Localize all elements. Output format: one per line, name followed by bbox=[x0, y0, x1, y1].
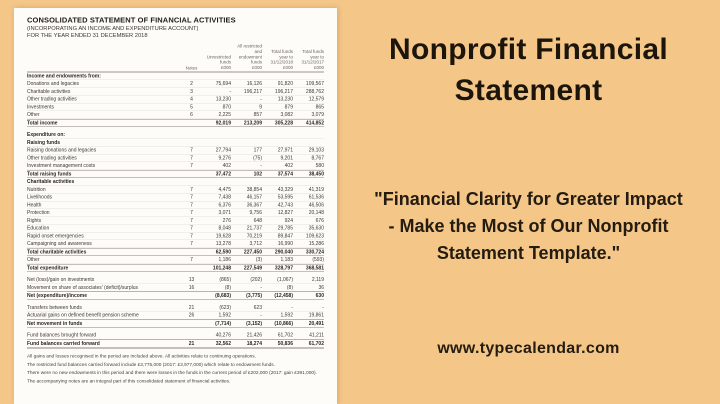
row-value: 61,702 bbox=[308, 340, 324, 347]
row-note: 7 bbox=[190, 155, 193, 161]
statement-table bbox=[27, 44, 324, 349]
column-header-line: Total funds bbox=[302, 48, 324, 54]
row-label: Movement on share of associates' (deficit)/surplus bbox=[27, 284, 139, 291]
row-value: 27,971 bbox=[277, 147, 293, 154]
row-value: - bbox=[260, 163, 262, 169]
table-row bbox=[27, 201, 324, 209]
row-label: Protection bbox=[27, 210, 50, 216]
column-header-1 bbox=[200, 54, 231, 70]
row-label: Net movement in funds bbox=[27, 320, 83, 327]
row-note: 7 bbox=[190, 163, 193, 169]
row-note: 6 bbox=[190, 112, 193, 118]
row-label: Total charitable activities bbox=[27, 249, 87, 255]
row-value: 37,574 bbox=[277, 171, 293, 177]
row-value: 865 bbox=[315, 104, 324, 110]
table-row bbox=[27, 339, 324, 348]
row-value: 46,157 bbox=[246, 194, 262, 201]
row-value: 196,217 bbox=[243, 88, 262, 95]
table-row bbox=[27, 147, 324, 155]
table-row bbox=[27, 232, 324, 240]
column-header-line: year to bbox=[279, 54, 293, 60]
column-header-3 bbox=[262, 49, 293, 71]
page-title: Nonprofit Financial Statement bbox=[388, 33, 669, 107]
row-note: 7 bbox=[190, 217, 193, 224]
row-value: 13,278 bbox=[215, 241, 231, 247]
row-value: - bbox=[322, 304, 324, 311]
table-row bbox=[27, 332, 324, 340]
row-note: 2 bbox=[190, 81, 193, 87]
row-value: 3,079 bbox=[311, 112, 324, 118]
row-value: 102 bbox=[253, 171, 262, 177]
row-label: Net (loss)/gain on investments bbox=[27, 277, 95, 283]
column-header-line: All restricted bbox=[237, 43, 262, 49]
row-value: 4,475 bbox=[218, 186, 231, 193]
row-value: 3,082 bbox=[280, 112, 293, 118]
row-note: 13 bbox=[188, 277, 195, 283]
row-value: 7,438 bbox=[218, 194, 231, 201]
row-value: 13,230 bbox=[277, 96, 293, 103]
row-value: 1,592 bbox=[280, 312, 293, 319]
row-value: - bbox=[260, 284, 262, 291]
document-subtitle-1: (INCORPORATING AN INCOME AND EXPENDITURE ACCOUNT) bbox=[27, 25, 199, 32]
row-value: 37,472 bbox=[215, 171, 231, 177]
table-row bbox=[27, 256, 324, 264]
column-header-line: £000 bbox=[282, 65, 293, 71]
row-value: (202) bbox=[250, 277, 262, 283]
row-value: (75) bbox=[253, 155, 262, 161]
row-value: 227,450 bbox=[243, 249, 262, 255]
row-label: Actuarial gains on defined benefit pension scheme bbox=[27, 312, 139, 319]
row-value: 177 bbox=[253, 147, 262, 154]
table-row bbox=[27, 178, 324, 186]
row-value: 870 bbox=[222, 104, 231, 110]
row-value: (865) bbox=[219, 277, 231, 283]
row-label: Income and endowments from: bbox=[27, 73, 101, 79]
row-label: Other bbox=[27, 257, 40, 263]
row-value: 9,756 bbox=[249, 210, 262, 216]
row-value: 36,367 bbox=[246, 202, 262, 208]
row-value: 414,852 bbox=[305, 120, 324, 126]
row-label: Expenditure on: bbox=[27, 132, 66, 138]
row-value: 89,847 bbox=[277, 233, 293, 239]
table-row bbox=[27, 264, 324, 272]
row-value: 35,630 bbox=[308, 225, 324, 232]
column-header-line: funds bbox=[219, 59, 231, 65]
row-value: 15,286 bbox=[308, 241, 324, 247]
row-value: 43,329 bbox=[277, 186, 293, 193]
row-note: 7 bbox=[190, 241, 193, 247]
table-row bbox=[27, 88, 324, 96]
row-value: 402 bbox=[284, 163, 293, 169]
row-value: 41,319 bbox=[308, 186, 324, 193]
row-value: 38,450 bbox=[308, 171, 324, 177]
row-value: (593) bbox=[312, 257, 324, 263]
row-label: Livelihoods bbox=[27, 194, 53, 201]
row-value: 16,990 bbox=[277, 241, 293, 247]
row-value: 648 bbox=[253, 217, 262, 224]
row-value: 676 bbox=[315, 217, 324, 224]
row-value: 1,183 bbox=[280, 257, 293, 263]
column-header-line: year to bbox=[310, 54, 324, 60]
row-note: 7 bbox=[190, 225, 193, 232]
footnote: The accompanying notes are an integral part of this consolidated statement of financial activities. bbox=[27, 378, 231, 384]
column-header-line: and endowment bbox=[238, 48, 262, 60]
column-header-4 bbox=[293, 49, 324, 71]
row-value: (3,152) bbox=[246, 320, 262, 327]
row-value: 109,623 bbox=[305, 233, 324, 239]
row-value: 368,581 bbox=[305, 265, 324, 271]
document-title: CONSOLIDATED STATEMENT OF FINANCIAL ACTIVITIES bbox=[27, 16, 236, 25]
row-note: 7 bbox=[190, 202, 193, 208]
row-value: - bbox=[260, 96, 262, 103]
row-note: 7 bbox=[190, 186, 193, 193]
row-value: 2,119 bbox=[311, 277, 324, 283]
row-value: 330,724 bbox=[305, 249, 324, 255]
row-value: 305,228 bbox=[274, 120, 293, 126]
footnote: All gains and losses recognised in the period are included above. All activities relate to continuing operations. bbox=[27, 353, 256, 360]
row-value: 328,797 bbox=[274, 265, 293, 271]
row-value: (7,714) bbox=[215, 320, 231, 327]
row-label: Fund balances brought forward bbox=[27, 332, 97, 339]
table-row bbox=[27, 276, 324, 284]
row-label: Nutrition bbox=[27, 186, 46, 193]
row-value: 50,836 bbox=[277, 340, 293, 347]
row-label: Raising funds bbox=[27, 139, 61, 146]
table-row bbox=[27, 162, 324, 170]
footnote: The restricted fund balances carried forward include £3,775,000 (2017: £3,977,000) which relate to endowment funds. bbox=[27, 361, 275, 368]
table-row bbox=[27, 170, 324, 178]
table-row bbox=[27, 194, 324, 202]
row-label: Transfers between funds bbox=[27, 304, 82, 311]
row-value: 61,536 bbox=[308, 194, 324, 201]
row-value: 3,712 bbox=[249, 241, 262, 247]
row-label: Donations and legacies bbox=[27, 81, 79, 87]
table-row bbox=[27, 304, 324, 312]
row-note: 5 bbox=[190, 104, 193, 110]
row-value: 6,376 bbox=[218, 202, 231, 208]
row-note: 3 bbox=[190, 88, 193, 95]
row-value: 630 bbox=[315, 293, 324, 299]
document-subtitle-2: FOR THE YEAR ENDED 31 DECEMBER 2018 bbox=[27, 32, 148, 39]
row-value: 61,702 bbox=[277, 332, 293, 339]
table-row bbox=[27, 284, 324, 292]
row-label: Total raising funds bbox=[27, 171, 72, 177]
row-value: 38,854 bbox=[246, 186, 262, 193]
row-note: 7 bbox=[190, 257, 193, 263]
table-row bbox=[27, 119, 324, 127]
row-value: 9 bbox=[259, 104, 262, 110]
table-row bbox=[27, 209, 324, 217]
row-value: 1,592 bbox=[218, 312, 231, 319]
row-value: 8,767 bbox=[311, 155, 324, 161]
row-value: 402 bbox=[222, 163, 231, 169]
table-row bbox=[27, 319, 324, 327]
row-label: Other trading activities bbox=[27, 155, 77, 161]
row-value: 20,491 bbox=[308, 320, 324, 327]
footnotes bbox=[27, 354, 324, 385]
table-row bbox=[27, 312, 324, 320]
row-note: 21 bbox=[188, 340, 195, 347]
row-value: 16,126 bbox=[246, 81, 262, 87]
row-value: 13,230 bbox=[215, 96, 231, 103]
table-row bbox=[27, 96, 324, 104]
row-value: 623 bbox=[253, 304, 262, 311]
table-row bbox=[27, 111, 324, 119]
row-value: (12,458) bbox=[274, 293, 293, 299]
row-note: 16 bbox=[188, 284, 195, 291]
row-value: (623) bbox=[219, 304, 231, 311]
row-label: Fund balances carried forward bbox=[27, 340, 100, 347]
row-value: 32,562 bbox=[215, 340, 231, 347]
row-value: 18,274 bbox=[246, 340, 262, 347]
table-row bbox=[27, 154, 324, 162]
column-header-line: £000 bbox=[251, 65, 262, 71]
table-row bbox=[27, 292, 324, 300]
column-header-row bbox=[27, 44, 324, 73]
row-value: 12,579 bbox=[308, 96, 324, 103]
row-value: - bbox=[291, 304, 293, 311]
table-row bbox=[27, 72, 324, 80]
row-value: 91,820 bbox=[277, 81, 293, 87]
row-value: 53,595 bbox=[277, 194, 293, 201]
column-header-line: £000 bbox=[220, 65, 231, 71]
row-value: 92,019 bbox=[215, 120, 231, 126]
table-row bbox=[27, 225, 324, 233]
row-value: 857 bbox=[253, 112, 262, 118]
row-note: 4 bbox=[190, 96, 193, 103]
row-value: 213,209 bbox=[243, 120, 262, 126]
row-label: Total expenditure bbox=[27, 265, 69, 271]
column-header-line: funds bbox=[250, 59, 262, 65]
row-value: 41,211 bbox=[309, 332, 324, 339]
row-value: (1,067) bbox=[277, 277, 293, 283]
row-value: 21,426 bbox=[246, 332, 262, 339]
row-value: 290,040 bbox=[274, 249, 293, 255]
row-value: 276 bbox=[222, 217, 231, 224]
row-value: (8) bbox=[286, 284, 293, 291]
column-header-notes: Notes bbox=[185, 65, 198, 71]
table-row bbox=[27, 186, 324, 194]
table-row bbox=[27, 103, 324, 111]
row-label: Net (expenditure)/income bbox=[27, 293, 88, 299]
column-header-line: 31/12/2018 bbox=[270, 59, 293, 65]
row-note: 7 bbox=[190, 210, 193, 216]
row-value: 227,549 bbox=[243, 265, 262, 271]
row-value: 8,048 bbox=[218, 225, 231, 232]
row-value: - bbox=[229, 88, 231, 95]
row-value: 288,762 bbox=[305, 88, 324, 95]
row-value: 19,861 bbox=[308, 312, 324, 319]
row-label: Other trading activities bbox=[27, 96, 77, 103]
footnote: There were no new endowments in this period and there were losses in the funds in the current period of £202,000 (2017: gain £391,000). bbox=[27, 370, 317, 376]
row-label: Charitable activities bbox=[27, 88, 71, 95]
row-label: Raising donations and legacies bbox=[27, 147, 97, 154]
row-value: (3) bbox=[255, 257, 262, 263]
row-note: 21 bbox=[188, 304, 195, 311]
row-value: 46,506 bbox=[308, 202, 324, 208]
row-value: 3,071 bbox=[218, 210, 231, 216]
table-row bbox=[27, 217, 324, 225]
document-header bbox=[27, 16, 324, 39]
table-row bbox=[27, 139, 324, 147]
table-row bbox=[27, 240, 324, 248]
row-value: 42,743 bbox=[277, 202, 293, 208]
website-url: www.typecalendar.com bbox=[437, 340, 620, 357]
row-value: 879 bbox=[284, 104, 293, 110]
table-row bbox=[27, 131, 324, 139]
row-value: (8,683) bbox=[215, 293, 231, 299]
row-value: 580 bbox=[315, 163, 324, 169]
row-value: 21,737 bbox=[246, 225, 262, 232]
row-value: 924 bbox=[284, 217, 293, 224]
row-value: 20,148 bbox=[308, 210, 324, 216]
row-value: 1,186 bbox=[218, 257, 231, 263]
row-value: (8) bbox=[224, 284, 231, 291]
column-header-line: 31/12/2017 bbox=[301, 59, 324, 65]
row-label: Charitable activities bbox=[27, 179, 75, 185]
row-note: 7 bbox=[190, 233, 193, 239]
row-value: 9,201 bbox=[280, 155, 293, 161]
row-label: Total income bbox=[27, 120, 58, 126]
right-panel bbox=[337, 0, 720, 404]
row-value: 101,248 bbox=[212, 265, 231, 271]
document-content bbox=[14, 8, 337, 404]
row-value: 9,276 bbox=[218, 155, 231, 161]
column-header-line: Total funds bbox=[271, 48, 293, 54]
row-note: 7 bbox=[190, 194, 193, 201]
row-label: Rapid onset emergencies bbox=[27, 233, 84, 239]
quote-text: "Financial Clarity for Greater Impact - Make the Most of Our Nonprofit Statement Template." bbox=[374, 189, 683, 263]
row-value: 196,217 bbox=[274, 88, 293, 95]
row-value: (10,866) bbox=[274, 320, 293, 327]
table-row bbox=[27, 248, 324, 256]
row-label: Health bbox=[27, 202, 42, 208]
row-value: 29,785 bbox=[277, 225, 293, 232]
row-label: Campaigning and awareness bbox=[27, 241, 92, 247]
row-note: 26 bbox=[188, 312, 195, 319]
column-header-2 bbox=[231, 44, 262, 71]
row-value: 19,628 bbox=[215, 233, 231, 239]
row-value: 12,827 bbox=[277, 210, 293, 216]
row-value: 29,103 bbox=[308, 147, 324, 154]
row-note: 7 bbox=[190, 147, 193, 154]
column-header-line: Unrestricted bbox=[206, 54, 231, 60]
table-row bbox=[27, 80, 324, 88]
row-label: Investments bbox=[27, 104, 54, 110]
row-label: Rights bbox=[27, 217, 42, 224]
row-label: Investment management costs bbox=[27, 163, 96, 169]
row-value: 75,694 bbox=[215, 81, 231, 87]
column-header-line: £000 bbox=[313, 65, 324, 71]
row-value: 36 bbox=[318, 284, 324, 291]
row-label: Other bbox=[27, 112, 40, 118]
row-value: 70,219 bbox=[246, 233, 262, 239]
row-value: 109,567 bbox=[305, 81, 324, 87]
row-value: (3,775) bbox=[246, 293, 262, 299]
document-page bbox=[14, 8, 337, 404]
row-label: Education bbox=[27, 225, 50, 232]
row-value: 27,794 bbox=[215, 147, 231, 154]
row-value: - bbox=[260, 312, 262, 319]
row-value: 40,276 bbox=[215, 332, 231, 339]
statement-rows bbox=[27, 72, 324, 348]
row-value: 2,225 bbox=[218, 112, 231, 118]
row-value: 62,590 bbox=[215, 249, 231, 255]
